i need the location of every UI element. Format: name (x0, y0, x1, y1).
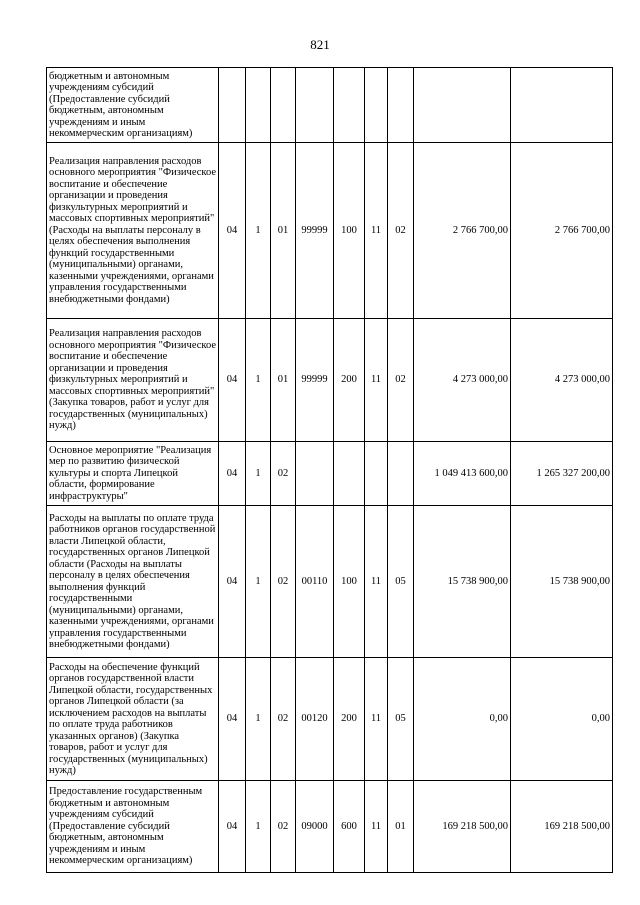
subsection-code-cell: 02 (388, 319, 414, 442)
subprogram-code-cell: 02 (271, 781, 296, 873)
section-code-cell: 04 (219, 781, 246, 873)
program-code-cell: 1 (246, 781, 271, 873)
chapter-code-cell (365, 442, 388, 506)
chapter-code-cell (365, 68, 388, 143)
row-description: Расходы на обеспечение функций органов государственной власти Липецкой области, государственных органов Липецкой области (за исключением расходов на выплаты по оплате труда работников указанных органов) (Закупка товаров, работ и услуг для государственных (муниципальных) нужд) (47, 658, 219, 781)
target-article-code-cell: 00120 (296, 658, 334, 781)
amount-year-2-cell: 4 273 000,00 (511, 319, 613, 442)
amount-year-2-cell: 2 766 700,00 (511, 143, 613, 319)
amount-year-1-cell: 1 049 413 600,00 (414, 442, 511, 506)
expense-type-code-cell: 200 (334, 319, 365, 442)
subsection-code-cell: 05 (388, 658, 414, 781)
row-description: бюджетным и автономным учреждениям субсидий (Предоставление субсидий бюджетным, автономным учреждениям и иным некоммерческим организациям) (47, 68, 219, 143)
row-description: Расходы на выплаты по оплате труда работников органов государственной власти Липецкой области, государственных органов Липецкой области (Расходы на выплаты персоналу в целях обеспечения выполнения функций государственными (муниципальными) органами, казенными учреждениями, органами управления государственными внебюджетными фондами) (47, 506, 219, 658)
subsection-code-cell: 02 (388, 143, 414, 319)
amount-year-1-cell (414, 68, 511, 143)
program-code-cell: 1 (246, 658, 271, 781)
row-description: Реализация направления расходов основного мероприятия "Физическое воспитание и обеспечение организации и проведения физкультурных мероприятий и массовых спортивных мероприятий" (Закупка товаров, работ и услуг для государственных (муниципальных) нужд) (47, 319, 219, 442)
chapter-code-cell: 11 (365, 506, 388, 658)
amount-year-1-cell: 2 766 700,00 (414, 143, 511, 319)
program-code-cell: 1 (246, 442, 271, 506)
subsection-code-cell (388, 68, 414, 143)
amount-year-1-cell: 4 273 000,00 (414, 319, 511, 442)
table-row (47, 442, 613, 506)
section-code-cell: 04 (219, 658, 246, 781)
amount-year-1-cell: 15 738 900,00 (414, 506, 511, 658)
section-code-cell (219, 68, 246, 143)
subprogram-code-cell: 02 (271, 442, 296, 506)
target-article-code-cell: 09000 (296, 781, 334, 873)
target-article-code-cell: 00110 (296, 506, 334, 658)
chapter-code-cell: 11 (365, 658, 388, 781)
expense-type-code-cell (334, 68, 365, 143)
row-description: Основное мероприятие "Реализация мер по развитию физической культуры и спорта Липецкой области, формирование инфраструктуры" (47, 442, 219, 506)
chapter-code-cell: 11 (365, 143, 388, 319)
amount-year-2-cell: 169 218 500,00 (511, 781, 613, 873)
amount-year-1-cell: 169 218 500,00 (414, 781, 511, 873)
amount-year-1-cell: 0,00 (414, 658, 511, 781)
subsection-code-cell: 01 (388, 781, 414, 873)
table-row (47, 68, 613, 143)
table-row (47, 781, 613, 873)
subsection-code-cell (388, 442, 414, 506)
chapter-code-cell: 11 (365, 319, 388, 442)
subprogram-code-cell: 02 (271, 658, 296, 781)
subprogram-code-cell: 01 (271, 319, 296, 442)
expense-type-code-cell: 200 (334, 658, 365, 781)
target-article-code-cell (296, 68, 334, 143)
table-row (47, 658, 613, 781)
program-code-cell: 1 (246, 319, 271, 442)
target-article-code-cell: 99999 (296, 319, 334, 442)
expense-type-code-cell (334, 442, 365, 506)
program-code-cell: 1 (246, 143, 271, 319)
target-article-code-cell (296, 442, 334, 506)
expense-type-code-cell: 600 (334, 781, 365, 873)
expense-type-code-cell: 100 (334, 506, 365, 658)
program-code-cell (246, 68, 271, 143)
page-number: 821 (310, 37, 330, 52)
amount-year-2-cell: 0,00 (511, 658, 613, 781)
amount-year-2-cell: 1 265 327 200,00 (511, 442, 613, 506)
section-code-cell: 04 (219, 442, 246, 506)
row-description: Реализация направления расходов основного мероприятия "Физическое воспитание и обеспечение организации и проведения физкультурных мероприятий и массовых спортивных мероприятий" (Расходы на выплаты персоналу в целях обеспечения выполнения функций государственными (муниципальными) органами, казенными учреждениями, органами управления государственными внебюджетными фондами) (47, 143, 219, 319)
subprogram-code-cell: 01 (271, 143, 296, 319)
section-code-cell: 04 (219, 506, 246, 658)
section-code-cell: 04 (219, 143, 246, 319)
chapter-code-cell: 11 (365, 781, 388, 873)
expense-type-code-cell: 100 (334, 143, 365, 319)
table-row (47, 319, 613, 442)
section-code-cell: 04 (219, 319, 246, 442)
subsection-code-cell: 05 (388, 506, 414, 658)
budget-table (46, 67, 613, 873)
table-row (47, 143, 613, 319)
row-description: Предоставление государственным бюджетным и автономным учреждениям субсидий (Предоставление субсидий бюджетным, автономным учреждениям и иным некоммерческим организациям) (47, 781, 219, 873)
target-article-code-cell: 99999 (296, 143, 334, 319)
table-row (47, 506, 613, 658)
amount-year-2-cell: 15 738 900,00 (511, 506, 613, 658)
subprogram-code-cell (271, 68, 296, 143)
amount-year-2-cell (511, 68, 613, 143)
subprogram-code-cell: 02 (271, 506, 296, 658)
program-code-cell: 1 (246, 506, 271, 658)
